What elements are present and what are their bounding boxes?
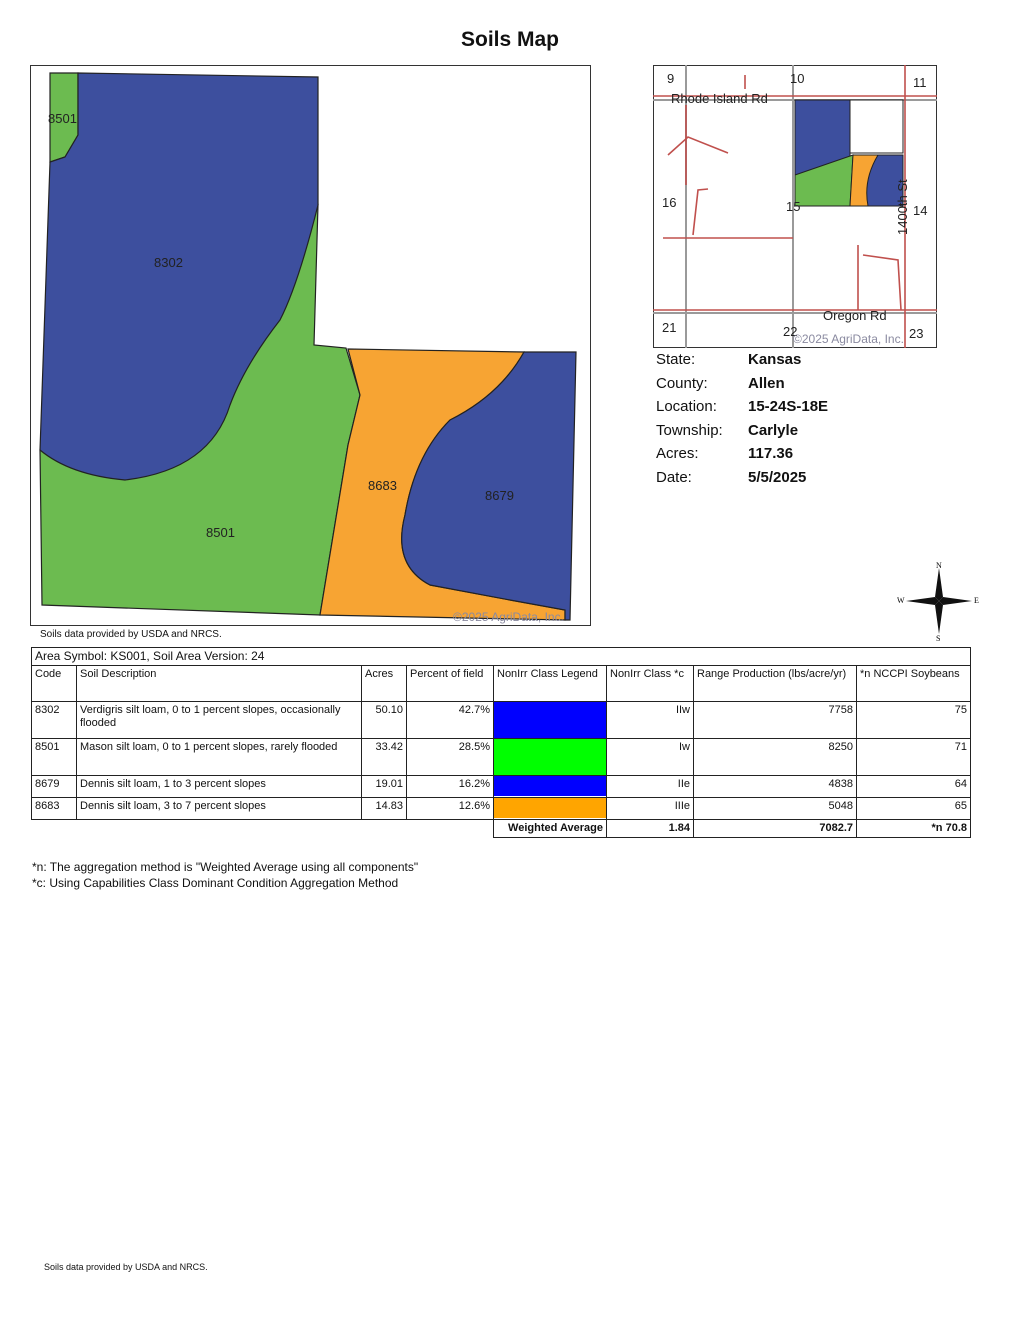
section-number: 11 [913,75,927,90]
info-value: 15-24S-18E [748,398,829,416]
compass-rose-icon [896,560,982,642]
compass-w: W [897,596,905,605]
map-label: 8683 [368,478,397,493]
section-number: 22 [783,324,798,339]
cell-nonirr: IIIe [607,798,694,820]
cell-legend [494,776,607,798]
cell-percent: 28.5% [407,739,494,776]
map-label: 8501 [206,525,235,540]
cell-range: 8250 [694,739,857,776]
cell-description: Dennis silt loam, 1 to 3 percent slopes [77,776,362,798]
header-code: Code [32,666,77,702]
info-label: Township: [656,421,723,439]
info-value: 5/5/2025 [748,468,807,486]
cell-percent: 42.7% [407,702,494,739]
section-number: 9 [667,71,675,86]
cell-nonirr: IIw [607,702,694,739]
cell-code: 8302 [32,702,77,739]
info-value: Kansas [748,351,802,369]
weighted-nonirr: 1.84 [607,820,694,838]
info-label: County: [656,374,708,392]
header-description: Soil Description [77,666,362,702]
info-label: Location: [656,398,717,416]
footnote: *c: Using Capabilities Class Dominant Condition Aggregation Method [32,876,399,890]
section-number: 16 [662,195,677,210]
cell-nccpi: 71 [857,739,971,776]
section-number: 10 [790,71,805,86]
page-title: Soils Map [460,28,560,51]
cell-legend [494,702,607,739]
locator-map [653,65,937,348]
info-value: 117.36 [748,445,794,463]
info-row-date [656,466,828,490]
info-label: State: [656,351,696,369]
header-percent: Percent of field [407,666,494,702]
header-nccpi: *n NCCPI Soybeans [857,666,971,702]
cell-code: 8683 [32,798,77,820]
source-note: Soils data provided by USDA and NRCS. [40,629,222,640]
table-row [32,798,971,820]
soil-table [31,647,971,838]
weighted-range: 7082.7 [694,820,857,838]
cell-range: 5048 [694,798,857,820]
header-nonirr: NonIrr Class *c [607,666,694,702]
cell-acres: 19.01 [362,776,407,798]
legend-swatch [494,798,606,818]
info-row-county [656,372,828,396]
source-note-bottom: Soils data provided by USDA and NRCS. [44,1262,208,1272]
weighted-nccpi: *n 70.8 [857,820,971,838]
section-number: 23 [909,326,924,341]
info-label: Acres: [656,445,699,463]
cell-description: Dennis silt loam, 3 to 7 percent slopes [77,798,362,820]
map-label: 8302 [154,255,183,270]
cell-acres: 14.83 [362,798,407,820]
legend-swatch [494,776,606,796]
header-acres: Acres [362,666,407,702]
info-row-acres [656,442,828,466]
map-copyright: ©2025 AgriData, Inc. [453,610,564,624]
field-info [656,348,828,489]
compass-e: E [974,596,979,605]
cell-nonirr: Iw [607,739,694,776]
table-row [32,739,971,776]
section-number: 21 [662,320,677,335]
map-label: 8679 [485,488,514,503]
table-row [32,776,971,798]
footnote: *n: The aggregation method is "Weighted Average using all components" [32,860,419,874]
table-row [32,702,971,739]
cell-nccpi: 64 [857,776,971,798]
map-label: 8501 [48,111,77,126]
cell-range: 4838 [694,776,857,798]
inset-copyright: ©2025 AgriData, Inc. [793,332,904,346]
info-row-location [656,395,828,419]
weighted-label: Weighted Average [494,820,607,838]
info-row-state [656,348,828,372]
info-row-township [656,419,828,443]
area-symbol: Area Symbol: KS001, Soil Area Version: 24 [32,648,971,666]
table-row-weighted [32,820,971,838]
cell-code: 8501 [32,739,77,776]
cell-range: 7758 [694,702,857,739]
cell-code: 8679 [32,776,77,798]
section-number: 15 [786,199,801,214]
table-row-area [32,648,971,666]
info-value: Carlyle [748,421,799,439]
header-legend: NonIrr Class Legend [494,666,607,702]
compass-n: N [936,561,942,570]
header-range: Range Production (lbs/acre/yr) [694,666,857,702]
road-label: Rhode Island Rd [671,91,768,106]
table-header-row [32,666,971,702]
info-label: Date: [656,468,692,486]
legend-swatch [494,702,606,738]
cell-legend [494,798,607,820]
compass-s: S [936,634,941,642]
cell-legend [494,739,607,776]
cell-nonirr: IIe [607,776,694,798]
legend-swatch [494,739,606,775]
info-value: Allen [748,374,785,392]
road-label: 1400th St [895,179,910,235]
cell-percent: 12.6% [407,798,494,820]
cell-percent: 16.2% [407,776,494,798]
section-number: 14 [913,203,928,218]
cell-acres: 33.42 [362,739,407,776]
cell-acres: 50.10 [362,702,407,739]
cell-description: Verdigris silt loam, 0 to 1 percent slopes, occasionally flooded [77,702,362,739]
cell-description: Mason silt loam, 0 to 1 percent slopes, rarely flooded [77,739,362,776]
cell-nccpi: 65 [857,798,971,820]
soil-map [30,65,591,626]
cell-nccpi: 75 [857,702,971,739]
road-label: Oregon Rd [823,308,887,323]
